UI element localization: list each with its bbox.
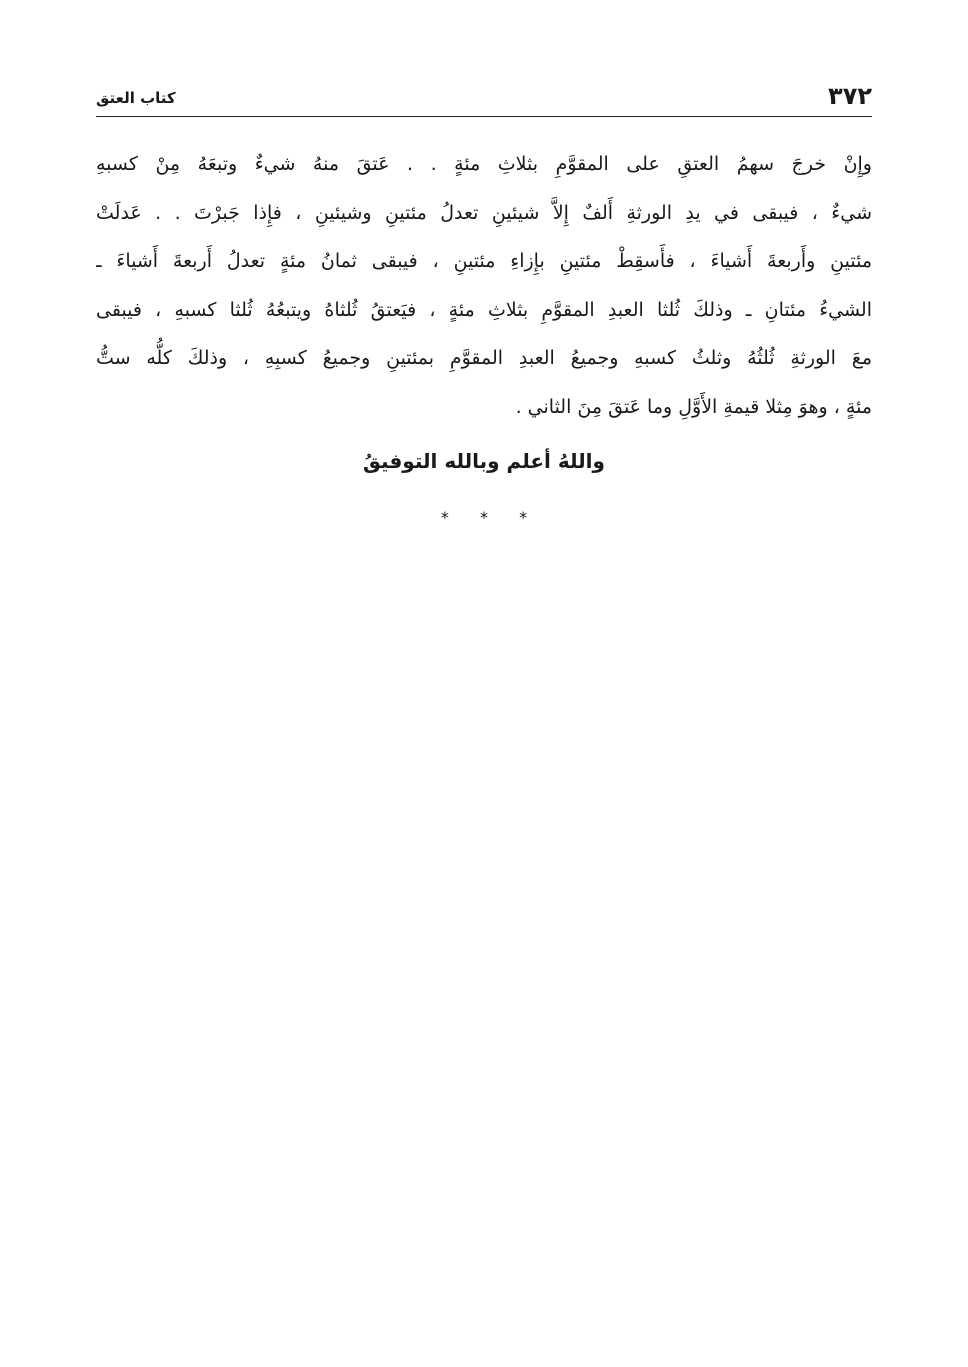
body-line: وإِنْ خرجَ سهمُ العتقِ على المقوَّمِ بثلاثِ مئةٍ . . عَتقَ منهُ شيءٌ وتبعَهُ مِنْ كسبهِ [96,153,872,175]
body-line: معَ الورثةِ ثُلثُهُ وثلثُ كسبهِ وجميعُ العبدِ المقوَّمِ بمئتينِ وجميعُ كسبِهِ ، وذلكَ كلُّه ستُّ [96,347,872,369]
body-line: الشيءُ مئتانِ ـ وذلكَ ثُلثا العبدِ المقوَّمِ بثلاثِ مئةٍ ، فيَعتقُ ثُلثاهُ ويتبعُهُ ثُلثا كسبهِ ، فيبقى [96,298,872,321]
running-header [96,80,872,117]
body-line: شيءٌ ، فيبقى في يدِ الورثةِ أَلفٌ إِلاَّ شيئينِ تعدلُ مئتينِ وشيئينِ ، فإِذا جَبرْتَ . . عَدلَتْ [96,201,872,224]
closing-formula: واللهُ أعلم وبالله التوفيقُ [363,449,605,473]
body-line: مئةٍ ، وهوَ مِثلا قيمةِ الأَوَّلِ وما عَتقَ مِنَ الثاني . [515,395,872,418]
body-line: مئتينِ وأَربعةَ أَشياءَ ، فأَسقِطْ مئتينِ بإِزاءِ مئتينِ ، فيبقى ثمانُ مئةٍ تعدلُ أَربعةَ أَشياءَ ـ [96,250,872,272]
page-number: ٣٧٢ [828,82,872,110]
section-ornament: * * * [440,508,528,527]
body-paragraph [96,140,872,431]
book-title: كتاب العتق [96,89,176,107]
